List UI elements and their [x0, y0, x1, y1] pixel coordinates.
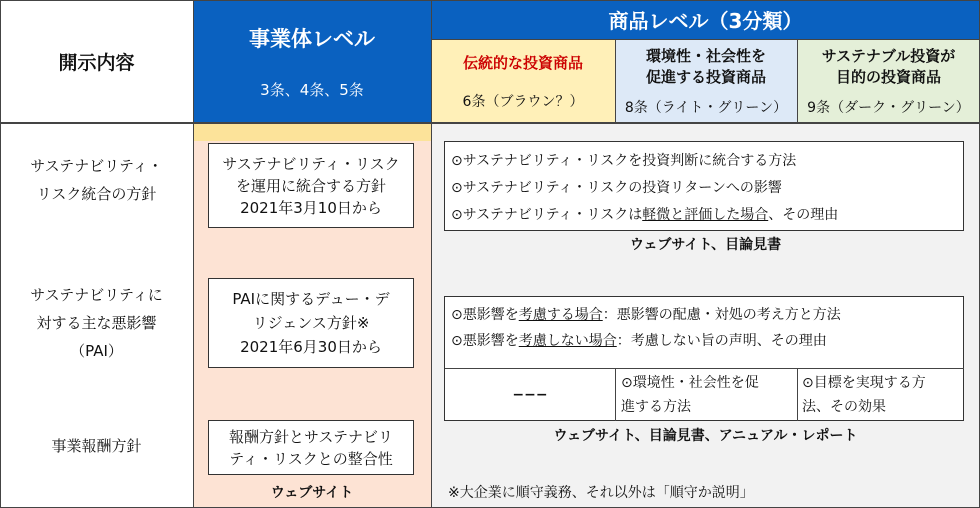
circle-dot-icon: ⊙	[621, 375, 633, 391]
entity-risk-line-1: サステナビリティ・リスク	[222, 154, 400, 173]
promote-product-header	[615, 39, 797, 123]
product-pai-channel-text: ウェブサイト、目論見書、アニュアル・レポート	[553, 428, 858, 444]
product-risk-item-3-a: サステナビリティ・リスクは	[462, 207, 643, 223]
footnote	[448, 482, 968, 504]
entity-pai-line-2: リジェンス方針※	[252, 314, 370, 332]
sustainable-product-header	[797, 39, 980, 123]
product-pai-traditional-cell	[445, 369, 615, 421]
circle-dot-icon: ⊙	[802, 375, 814, 391]
circle-dot-icon: ⊙	[451, 333, 463, 349]
row-label-risk	[0, 150, 193, 210]
product-pai-box	[444, 296, 964, 421]
product-pai-item-2-c: ：考慮しない旨の声明、その理由	[616, 333, 827, 349]
row-label-pay-text: 事業報酬方針	[51, 436, 142, 455]
entity-pay-channel-text: ウェブサイト	[270, 485, 354, 501]
entity-pay-box	[208, 420, 414, 475]
entity-body-strip	[193, 123, 431, 141]
entity-risk-line-3: 2021年3月10日から	[240, 198, 382, 217]
divider	[0, 122, 980, 124]
disclosure-title: 開示内容	[58, 52, 135, 74]
row-label-pai-2: 対する主な悪影響	[36, 314, 157, 332]
product-risk-item-2-text: サステナビリティ・リスクの投資リターンへの影響	[462, 180, 782, 196]
entity-pay-line-2: ティ・リスクとの整合性	[229, 449, 393, 468]
product-risk-item-3-b: 軽微と評価した場合	[642, 207, 769, 223]
row-label-pay	[0, 430, 193, 460]
divider	[431, 39, 980, 40]
product-risk-item-1	[451, 148, 963, 175]
product-pai-promote-line-1: 環境性・社会性を促	[632, 375, 759, 391]
product-risk-box	[444, 141, 964, 231]
product-pai-item-1	[451, 301, 841, 329]
product-level-header	[431, 0, 980, 39]
divider	[797, 368, 798, 421]
product-pai-target-cell	[802, 371, 962, 419]
row-label-pai	[0, 278, 193, 368]
product-pai-target-line-1: 目標を実現する方	[813, 375, 926, 391]
product-pai-channel	[431, 424, 980, 446]
product-pai-item-1-c: ：悪影響の配慮・対処の考え方と方法	[602, 307, 841, 323]
product-pai-item-2-a: 悪影響を	[462, 333, 519, 349]
circle-dot-icon: ⊙	[451, 307, 463, 323]
product-risk-item-1-text: サステナビリティ・リスクを投資判断に統合する方法	[462, 153, 797, 169]
divider	[797, 39, 798, 123]
row-label-risk-2: リスク統合の方針	[36, 185, 157, 203]
product-pai-item-2-b: 考慮しない場合	[518, 333, 617, 349]
circle-dot-icon: ⊙	[451, 153, 463, 169]
product-pai-item-1-a: 悪影響を	[462, 307, 519, 323]
product-risk-item-3-c: 、その理由	[768, 207, 839, 223]
entity-level-title: 事業体レベル	[249, 27, 375, 51]
sustainable-product-label-2: 目的の投資商品	[835, 68, 941, 86]
entity-risk-line-2: を運用に統合する方針	[235, 176, 386, 195]
entity-risk-box	[208, 143, 414, 228]
divider	[615, 39, 616, 123]
row-label-pai-3: （PAI）	[70, 342, 123, 360]
product-pai-target-line-2: 法、その効果	[802, 399, 886, 415]
entity-pai-line-3: 2021年6月30日から	[240, 338, 382, 356]
product-pai-item-1-b: 考慮する場合	[518, 307, 603, 323]
sustainable-product-article: 9条（ダーク・グリーン）	[807, 100, 970, 116]
circle-dot-icon: ⊙	[451, 207, 463, 223]
footnote-text: ※大企業に順守義務、それ以外は「順守か説明」	[448, 485, 754, 501]
promote-product-label-1: 環境性・社会性を	[645, 47, 766, 65]
product-pai-promote-line-2: 進する方法	[621, 399, 691, 415]
divider	[0, 0, 980, 1]
row-label-risk-1: サステナビリティ・	[30, 157, 163, 175]
row-label-pai-1: サステナビリティに	[30, 286, 163, 304]
traditional-product-article: 6条（ブラウン？）	[462, 93, 584, 110]
product-pai-item-2	[451, 327, 827, 355]
promote-product-article: 8条（ライト・グリーン）	[624, 100, 788, 116]
sustainable-product-label-1: サステナブル投資が	[821, 47, 956, 65]
product-pai-promote-cell	[621, 371, 793, 419]
entity-pai-box	[208, 278, 414, 368]
product-pai-dash: −−−	[512, 387, 548, 403]
entity-pai-line-1: PAIに関するデュー・デ	[232, 290, 390, 308]
product-risk-item-2	[451, 175, 963, 202]
entity-level-header	[193, 0, 431, 123]
traditional-product-header	[431, 39, 615, 123]
product-level-title: 商品レベル（3分類）	[608, 9, 803, 33]
promote-product-label-2: 促進する投資商品	[645, 68, 766, 86]
entity-pay-line-1: 報酬方針とサステナビリ	[228, 427, 394, 446]
entity-pay-channel	[193, 480, 431, 504]
product-risk-item-3	[451, 202, 963, 229]
circle-dot-icon: ⊙	[451, 180, 463, 196]
divider	[615, 368, 616, 421]
divider	[193, 0, 194, 508]
entity-level-articles: 3条、4条、5条	[260, 81, 364, 99]
disclosure-header	[0, 0, 193, 123]
product-risk-channel	[431, 233, 980, 255]
traditional-product-label: 伝統的な投資商品	[462, 53, 583, 72]
product-risk-channel-text: ウェブサイト、目論見書	[629, 237, 782, 253]
